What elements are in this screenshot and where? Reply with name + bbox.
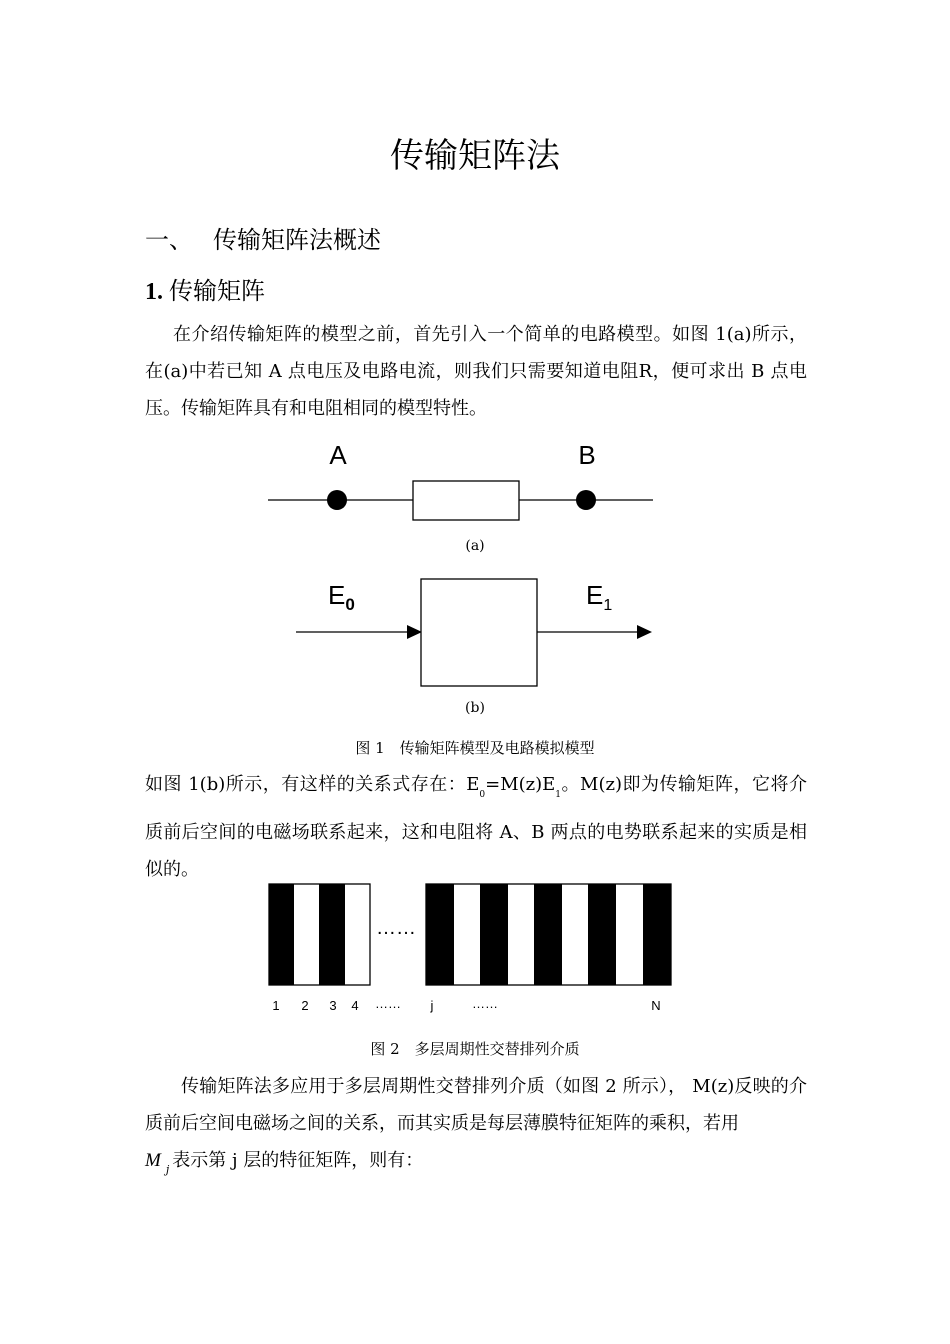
point-b-label: B [578,440,596,470]
paragraph-multilayer: 传输矩阵法多应用于多层周期性交替排列介质（如图 2 所示）， M(z)反映的介质前后空间电磁场之间的关系，而其实质是每层薄膜特征矩阵的乘积，若用 M $_j$ 表示第 j 层的特征矩阵，则有： [145,1076,807,1176]
figure-2-multilayer [0,880,950,1020]
layer-stack-left [269,884,370,985]
node-a-dot [327,490,347,510]
subsection-heading [145,271,265,306]
svg-text:j: j [430,998,434,1013]
figure-1b-sublabel: (b) [465,700,485,716]
svg-text:……: …… [375,996,401,1011]
svg-text:3: 3 [329,998,337,1013]
paragraph-intro: 在介绍传输矩阵的模型之前，首先引入一个简单的电路模型。如图 1(a)所示，在(a)中若已知 A 点电压及电路电流，则我们只需要知道电阻R，便可求出 B 点电压。传输矩阵具有和电阻相同的模型特性。 [145,324,807,419]
page-title: 传输矩阵法 [390,136,560,176]
svg-text:N: N [651,998,661,1013]
figure-1-caption: 图 1 传输矩阵模型及电路模拟模型 [355,739,595,757]
ellipsis-between-stacks: …… [376,917,416,939]
point-a-label: A [329,440,347,470]
input-arrowhead [407,625,422,639]
output-arrowhead [637,625,652,639]
layer-stack-right [426,884,671,985]
svg-text:2: 2 [301,998,309,1013]
subsection-number: 1. [145,279,163,305]
figure-1b-transfer-block [0,570,950,700]
layer-index-labels [272,996,660,1013]
figure-1a-sublabel: (a) [465,538,485,554]
figure-2-caption: 图 2 多层周期性交替排列介质 [370,1040,580,1058]
svg-text:……: …… [472,996,498,1011]
e1-label: $E_1$ [586,580,613,614]
svg-text:1: 1 [272,998,280,1013]
subsection-title: 传输矩阵 [169,277,265,305]
section-title: 传输矩阵法概述 [213,226,381,254]
section-number: 一、 [145,226,193,254]
paragraph-relation: 如图 1(b)所示，有这样的关系式存在：$E_0=M(z)E_1$。M(z)即为传输矩阵，它将介质前后空间的电磁场联系起来，这和电阻将 A、B 两点的电势联系起来的实质是相似的。 [145,774,807,880]
section-heading [145,220,381,255]
resistor-box [413,481,519,520]
node-b-dot [576,490,596,510]
svg-text:4: 4 [351,998,359,1013]
transfer-matrix-box [421,579,537,686]
e0-label: $E_0$ [328,580,355,614]
